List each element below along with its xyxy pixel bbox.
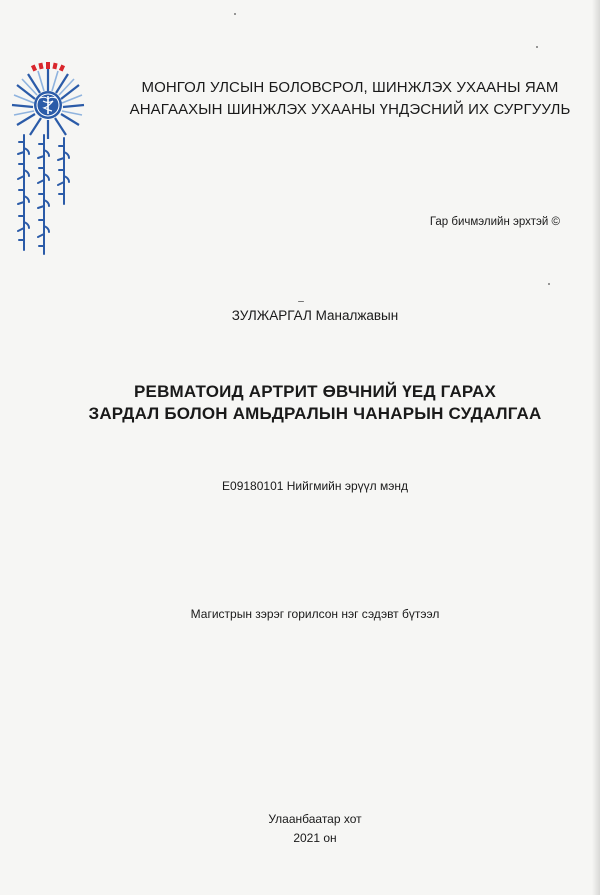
copyright-note: Гар бичмэлийн эрхтэй ©: [429, 216, 560, 228]
scan-speck: [234, 13, 236, 15]
specialty-code: E09180101 Нийгмийн эрүүл мэнд: [222, 479, 408, 493]
scan-speck: [298, 301, 304, 302]
scan-edge-shadow: [592, 0, 600, 895]
place: Улаанбаатар хот: [268, 812, 362, 826]
ministry-name: МОНГОЛ УЛСЫН БОЛОВСРОЛ, ШИНЖЛЭХ УХААНЫ ЯАМ: [141, 79, 559, 96]
year: 2021 он: [293, 831, 337, 845]
thesis-title-line-2: ЗАРДАЛ БОЛОН АМЬДРАЛЫН ЧАНАРЫН СУДАЛГАА: [88, 404, 542, 423]
university-name: АНАГААХЫН ШИНЖЛЭХ УХААНЫ ҮНДЭСНИЙ ИХ СУРГУУЛЬ: [129, 101, 571, 118]
scan-speck: [536, 46, 538, 48]
author-name: ЗУЛЖАРГАЛ Маналжавын: [231, 308, 399, 323]
traditional-script-icon: [10, 130, 80, 260]
degree-statement: Магистрын зэрэг горилсон нэг сэдэвт бүтээл: [190, 607, 440, 621]
thesis-title-line-1: РЕВМАТОИД АРТРИТ ӨВЧНИЙ ҮЕД ГАРАХ: [134, 382, 496, 401]
scan-speck: [548, 283, 550, 285]
